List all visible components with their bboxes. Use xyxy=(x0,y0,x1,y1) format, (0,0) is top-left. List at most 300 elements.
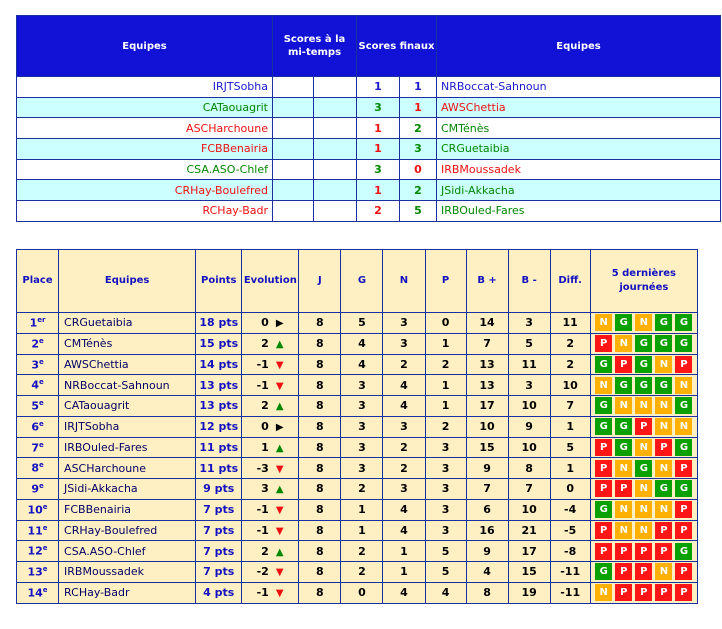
match-row xyxy=(17,77,721,98)
lost-cell: 1 xyxy=(425,375,466,396)
lost-cell: 4 xyxy=(425,582,466,603)
standings-row xyxy=(17,520,698,541)
match-row xyxy=(17,97,721,118)
form-badges xyxy=(591,563,697,580)
form-badge: P xyxy=(675,584,692,601)
place-cell xyxy=(17,458,59,479)
points-cell: 9 pts xyxy=(196,479,242,500)
form-badge: N xyxy=(615,522,632,539)
halftime-away-score xyxy=(314,180,357,201)
place-cell xyxy=(17,416,59,437)
form-badge: N xyxy=(655,460,672,477)
last-five-cell xyxy=(590,437,697,458)
drawn-cell: 4 xyxy=(383,520,425,541)
place-cell xyxy=(17,520,59,541)
halftime-away-score xyxy=(314,118,357,139)
points-cell: 13 pts xyxy=(196,375,242,396)
form-badge: N xyxy=(635,501,652,518)
goals-against-header: B - xyxy=(508,250,550,313)
goals-for-header: B + xyxy=(466,250,508,313)
match-row xyxy=(17,159,721,180)
halftime-home-score xyxy=(273,139,314,160)
played-cell: 8 xyxy=(299,396,341,417)
won-cell: 4 xyxy=(341,354,383,375)
team-name: CSA.ASO-Chlef xyxy=(59,541,196,562)
last-five-cell xyxy=(590,313,697,334)
team-name: CRGuetaibia xyxy=(59,313,196,334)
goal-diff-cell: -8 xyxy=(550,541,590,562)
away-team: IRBOuled-Fares xyxy=(437,201,721,222)
goals-for-cell: 4 xyxy=(466,562,508,583)
form-badge: P xyxy=(655,439,672,456)
goals-for-cell: 9 xyxy=(466,458,508,479)
home-team: ASCHarchoune xyxy=(17,118,273,139)
form-badge: N xyxy=(675,418,692,435)
final-away-score: 1 xyxy=(400,77,437,98)
away-team: NRBoccat-Sahnoun xyxy=(437,77,721,98)
lost-header: P xyxy=(425,250,466,313)
halftime-away-score xyxy=(314,77,357,98)
form-badge: G xyxy=(595,356,612,373)
match-row xyxy=(17,139,721,160)
drawn-cell: 3 xyxy=(383,416,425,437)
played-cell: 8 xyxy=(299,333,341,354)
final-score-header: Scores finaux xyxy=(357,16,437,77)
evolution-value: -1 xyxy=(242,499,272,520)
lost-cell: 3 xyxy=(425,458,466,479)
place-suffix: e xyxy=(38,461,44,470)
halftime-header: Scores à la mi-temps xyxy=(273,16,357,77)
lost-cell: 3 xyxy=(425,479,466,500)
goal-diff-cell: 5 xyxy=(550,437,590,458)
goal-diff-cell: 2 xyxy=(550,333,590,354)
place-cell xyxy=(17,333,59,354)
evolution-value: 2 xyxy=(242,541,272,562)
points-cell: 7 pts xyxy=(196,562,242,583)
form-badge: P xyxy=(595,522,612,539)
home-team: CATaouagrit xyxy=(17,97,273,118)
form-badge: N xyxy=(615,460,632,477)
form-badge: G xyxy=(615,439,632,456)
form-badge: N xyxy=(655,563,672,580)
place-number: 10 xyxy=(27,503,43,517)
match-row xyxy=(17,118,721,139)
up-arrow-icon: ▲ xyxy=(275,484,284,496)
place-suffix: e xyxy=(42,544,48,553)
final-away-score: 5 xyxy=(400,201,437,222)
match-row xyxy=(17,201,721,222)
form-badge: G xyxy=(675,480,692,497)
form-badges xyxy=(591,418,697,435)
form-badge: G xyxy=(595,501,612,518)
final-home-score: 1 xyxy=(357,139,400,160)
form-badges xyxy=(591,377,697,394)
evolution-icon-cell xyxy=(272,520,299,541)
down-arrow-icon: ▼ xyxy=(275,525,284,537)
evolution-value: 3 xyxy=(242,479,272,500)
standings-row xyxy=(17,354,698,375)
goals-against-cell: 9 xyxy=(508,416,550,437)
won-cell: 3 xyxy=(341,416,383,437)
points-cell: 7 pts xyxy=(196,499,242,520)
form-badge: P xyxy=(595,460,612,477)
place-number: 1 xyxy=(29,316,38,330)
goals-for-cell: 17 xyxy=(466,396,508,417)
played-cell: 8 xyxy=(299,562,341,583)
team-name: IRJTSobha xyxy=(59,416,196,437)
form-badge: G xyxy=(655,335,672,352)
goals-for-cell: 9 xyxy=(466,541,508,562)
place-suffix: e xyxy=(42,585,48,594)
won-cell: 2 xyxy=(341,479,383,500)
final-home-score: 1 xyxy=(357,118,400,139)
last-five-cell xyxy=(590,375,697,396)
standings-table xyxy=(16,249,698,604)
home-team: IRJTSobha xyxy=(17,77,273,98)
place-number: 12 xyxy=(27,544,43,558)
form-badges xyxy=(591,501,697,518)
last-five-cell xyxy=(590,499,697,520)
goal-diff-cell: 11 xyxy=(550,313,590,334)
place-cell xyxy=(17,354,59,375)
drawn-cell: 3 xyxy=(383,479,425,500)
right-arrow-icon: ▶ xyxy=(275,422,284,434)
final-away-score: 0 xyxy=(400,159,437,180)
form-badge: P xyxy=(615,584,632,601)
form-badge: P xyxy=(615,480,632,497)
form-badge: P xyxy=(655,522,672,539)
evolution-icon-cell xyxy=(272,582,299,603)
form-badge: G xyxy=(675,439,692,456)
results-header-row xyxy=(17,16,721,77)
place-number: 11 xyxy=(27,524,43,538)
goals-against-cell: 19 xyxy=(508,582,550,603)
points-cell: 14 pts xyxy=(196,354,242,375)
form-badge: G xyxy=(655,480,672,497)
form-badge: P xyxy=(675,522,692,539)
evolution-value: -1 xyxy=(242,582,272,603)
played-cell: 8 xyxy=(299,416,341,437)
home-team: CRHay-Boulefred xyxy=(17,180,273,201)
last-five-header: 5 dernières journées xyxy=(590,250,697,313)
form-badge: P xyxy=(615,543,632,560)
played-cell: 8 xyxy=(299,520,341,541)
up-arrow-icon: ▲ xyxy=(275,401,284,413)
drawn-cell: 2 xyxy=(383,458,425,479)
halftime-away-score xyxy=(314,159,357,180)
form-badge: G xyxy=(635,460,652,477)
up-arrow-icon: ▲ xyxy=(275,442,284,454)
form-badges xyxy=(591,397,697,414)
team-name: CATaouagrit xyxy=(59,396,196,417)
form-badge: N xyxy=(635,522,652,539)
drawn-cell: 4 xyxy=(383,375,425,396)
goals-against-cell: 10 xyxy=(508,437,550,458)
standings-row xyxy=(17,499,698,520)
final-home-score: 1 xyxy=(357,180,400,201)
won-header: G xyxy=(341,250,383,313)
place-suffix: er xyxy=(37,316,46,325)
form-badge: N xyxy=(615,501,632,518)
lost-cell: 5 xyxy=(425,562,466,583)
place-suffix: e xyxy=(38,399,44,408)
lost-cell: 3 xyxy=(425,520,466,541)
team-header: Equipes xyxy=(59,250,196,313)
place-number: 6 xyxy=(31,420,39,434)
drawn-cell: 1 xyxy=(383,562,425,583)
place-suffix: e xyxy=(42,502,48,511)
form-badge: N xyxy=(635,439,652,456)
away-team: AWSChettia xyxy=(437,97,721,118)
place-cell xyxy=(17,479,59,500)
evolution-icon-cell xyxy=(272,396,299,417)
place-number: 13 xyxy=(27,565,43,579)
evolution-icon-cell xyxy=(272,541,299,562)
form-badge: P xyxy=(675,501,692,518)
goal-diff-cell: 1 xyxy=(550,458,590,479)
place-cell xyxy=(17,375,59,396)
place-suffix: e xyxy=(38,440,44,449)
team-name: IRBOuled-Fares xyxy=(59,437,196,458)
final-away-score: 3 xyxy=(400,139,437,160)
standings-body xyxy=(17,313,698,604)
final-home-score: 3 xyxy=(357,97,400,118)
last-five-cell xyxy=(590,479,697,500)
halftime-away-score xyxy=(314,139,357,160)
lost-cell: 0 xyxy=(425,313,466,334)
goals-against-cell: 8 xyxy=(508,458,550,479)
place-suffix: e xyxy=(38,482,44,491)
place-number: 5 xyxy=(31,399,39,413)
drawn-cell: 1 xyxy=(383,541,425,562)
away-team: IRBMoussadek xyxy=(437,159,721,180)
lost-cell: 3 xyxy=(425,437,466,458)
evolution-icon-cell xyxy=(272,479,299,500)
evolution-value: -1 xyxy=(242,354,272,375)
form-badge: G xyxy=(675,543,692,560)
standings-row xyxy=(17,396,698,417)
halftime-home-score xyxy=(273,77,314,98)
points-cell: 13 pts xyxy=(196,396,242,417)
won-cell: 4 xyxy=(341,333,383,354)
evolution-header: Evolution xyxy=(242,250,299,313)
played-cell: 8 xyxy=(299,313,341,334)
goals-against-cell: 21 xyxy=(508,520,550,541)
down-arrow-icon: ▼ xyxy=(275,463,284,475)
played-cell: 8 xyxy=(299,499,341,520)
place-cell xyxy=(17,541,59,562)
form-badge: P xyxy=(655,584,672,601)
goals-against-cell: 10 xyxy=(508,396,550,417)
evolution-value: -1 xyxy=(242,520,272,541)
match-row xyxy=(17,180,721,201)
form-badge: P xyxy=(635,418,652,435)
drawn-header: N xyxy=(383,250,425,313)
goals-for-cell: 15 xyxy=(466,437,508,458)
last-five-cell xyxy=(590,458,697,479)
evolution-value: -1 xyxy=(242,375,272,396)
standings-row xyxy=(17,562,698,583)
form-badges xyxy=(591,584,697,601)
form-badge: G xyxy=(655,314,672,331)
goals-against-cell: 3 xyxy=(508,313,550,334)
goals-against-cell: 17 xyxy=(508,541,550,562)
evolution-value: -2 xyxy=(242,562,272,583)
goals-for-cell: 13 xyxy=(466,354,508,375)
up-arrow-icon: ▲ xyxy=(275,546,284,558)
played-cell: 8 xyxy=(299,458,341,479)
form-badges xyxy=(591,356,697,373)
evolution-value: -3 xyxy=(242,458,272,479)
goal-diff-cell: -4 xyxy=(550,499,590,520)
lost-cell: 2 xyxy=(425,354,466,375)
drawn-cell: 3 xyxy=(383,333,425,354)
place-cell xyxy=(17,499,59,520)
goals-for-cell: 7 xyxy=(466,333,508,354)
last-five-cell xyxy=(590,541,697,562)
goal-diff-cell: -11 xyxy=(550,562,590,583)
place-suffix: e xyxy=(42,565,48,574)
final-home-score: 1 xyxy=(357,77,400,98)
standings-header-row xyxy=(17,250,698,313)
form-badges xyxy=(591,543,697,560)
evolution-icon-cell xyxy=(272,499,299,520)
evolution-icon-cell xyxy=(272,333,299,354)
played-cell: 8 xyxy=(299,582,341,603)
form-badge: P xyxy=(615,563,632,580)
form-badge: G xyxy=(655,377,672,394)
form-badge: P xyxy=(675,563,692,580)
form-badges xyxy=(591,460,697,477)
drawn-cell: 4 xyxy=(383,582,425,603)
goal-diff-cell: 1 xyxy=(550,416,590,437)
points-cell: 11 pts xyxy=(196,437,242,458)
away-team: CRGuetaibia xyxy=(437,139,721,160)
goal-diff-cell: 0 xyxy=(550,479,590,500)
standings-row xyxy=(17,437,698,458)
evolution-icon-cell xyxy=(272,354,299,375)
last-five-cell xyxy=(590,333,697,354)
won-cell: 3 xyxy=(341,437,383,458)
team-name: FCBBenairia xyxy=(59,499,196,520)
halftime-home-score xyxy=(273,180,314,201)
place-number: 8 xyxy=(31,461,39,475)
form-badge: P xyxy=(615,356,632,373)
place-suffix: e xyxy=(42,523,48,532)
form-badge: G xyxy=(635,356,652,373)
drawn-cell: 2 xyxy=(383,437,425,458)
team-name: RCHay-Badr xyxy=(59,582,196,603)
form-badges xyxy=(591,480,697,497)
final-home-score: 3 xyxy=(357,159,400,180)
points-cell: 7 pts xyxy=(196,541,242,562)
place-number: 4 xyxy=(31,378,39,392)
right-arrow-icon: ▶ xyxy=(275,318,284,330)
form-badge: G xyxy=(615,377,632,394)
standings-row xyxy=(17,458,698,479)
goals-against-cell: 5 xyxy=(508,333,550,354)
goals-for-cell: 7 xyxy=(466,479,508,500)
goals-for-cell: 8 xyxy=(466,582,508,603)
results-table xyxy=(16,15,721,222)
down-arrow-icon: ▼ xyxy=(275,505,284,517)
standings-row xyxy=(17,541,698,562)
form-badge: G xyxy=(675,397,692,414)
evolution-value: 0 xyxy=(242,416,272,437)
team-name: CMTénès xyxy=(59,333,196,354)
evolution-value: 1 xyxy=(242,437,272,458)
form-badges xyxy=(591,335,697,352)
form-badge: N xyxy=(655,501,672,518)
form-badge: N xyxy=(635,314,652,331)
points-header: Points xyxy=(196,250,242,313)
goal-diff-cell: 7 xyxy=(550,396,590,417)
form-badges xyxy=(591,522,697,539)
lost-cell: 3 xyxy=(425,499,466,520)
form-badge: G xyxy=(595,418,612,435)
place-cell xyxy=(17,396,59,417)
form-badge: N xyxy=(655,418,672,435)
last-five-cell xyxy=(590,396,697,417)
evolution-icon-cell xyxy=(272,458,299,479)
standings-row xyxy=(17,375,698,396)
won-cell: 1 xyxy=(341,520,383,541)
evolution-icon-cell xyxy=(272,437,299,458)
home-team: FCBBenairia xyxy=(17,139,273,160)
place-header: Place xyxy=(17,250,59,313)
goals-against-cell: 10 xyxy=(508,499,550,520)
evolution-value: 2 xyxy=(242,396,272,417)
lost-cell: 1 xyxy=(425,396,466,417)
lost-cell: 5 xyxy=(425,541,466,562)
form-badge: G xyxy=(635,335,652,352)
goals-for-cell: 13 xyxy=(466,375,508,396)
points-cell: 18 pts xyxy=(196,313,242,334)
won-cell: 2 xyxy=(341,562,383,583)
team-name: AWSChettia xyxy=(59,354,196,375)
lost-cell: 2 xyxy=(425,416,466,437)
place-number: 9 xyxy=(31,482,39,496)
place-cell xyxy=(17,582,59,603)
down-arrow-icon: ▼ xyxy=(275,588,284,600)
form-badge: G xyxy=(635,377,652,394)
evolution-icon-cell xyxy=(272,313,299,334)
goals-against-cell: 11 xyxy=(508,354,550,375)
goals-for-cell: 6 xyxy=(466,499,508,520)
form-badge: P xyxy=(655,543,672,560)
drawn-cell: 2 xyxy=(383,354,425,375)
place-number: 3 xyxy=(31,358,39,372)
drawn-cell: 4 xyxy=(383,499,425,520)
goal-diff-cell: -5 xyxy=(550,520,590,541)
form-badge: N xyxy=(675,377,692,394)
goals-against-cell: 3 xyxy=(508,375,550,396)
won-cell: 0 xyxy=(341,582,383,603)
final-away-score: 2 xyxy=(400,118,437,139)
form-badge: P xyxy=(595,439,612,456)
form-badge: N xyxy=(635,480,652,497)
down-arrow-icon: ▼ xyxy=(275,380,284,392)
final-away-score: 1 xyxy=(400,97,437,118)
form-badge: N xyxy=(595,584,612,601)
place-suffix: e xyxy=(38,378,44,387)
halftime-home-score xyxy=(273,118,314,139)
points-cell: 4 pts xyxy=(196,582,242,603)
last-five-cell xyxy=(590,416,697,437)
form-badge: N xyxy=(595,314,612,331)
goals-for-cell: 14 xyxy=(466,313,508,334)
place-cell xyxy=(17,562,59,583)
